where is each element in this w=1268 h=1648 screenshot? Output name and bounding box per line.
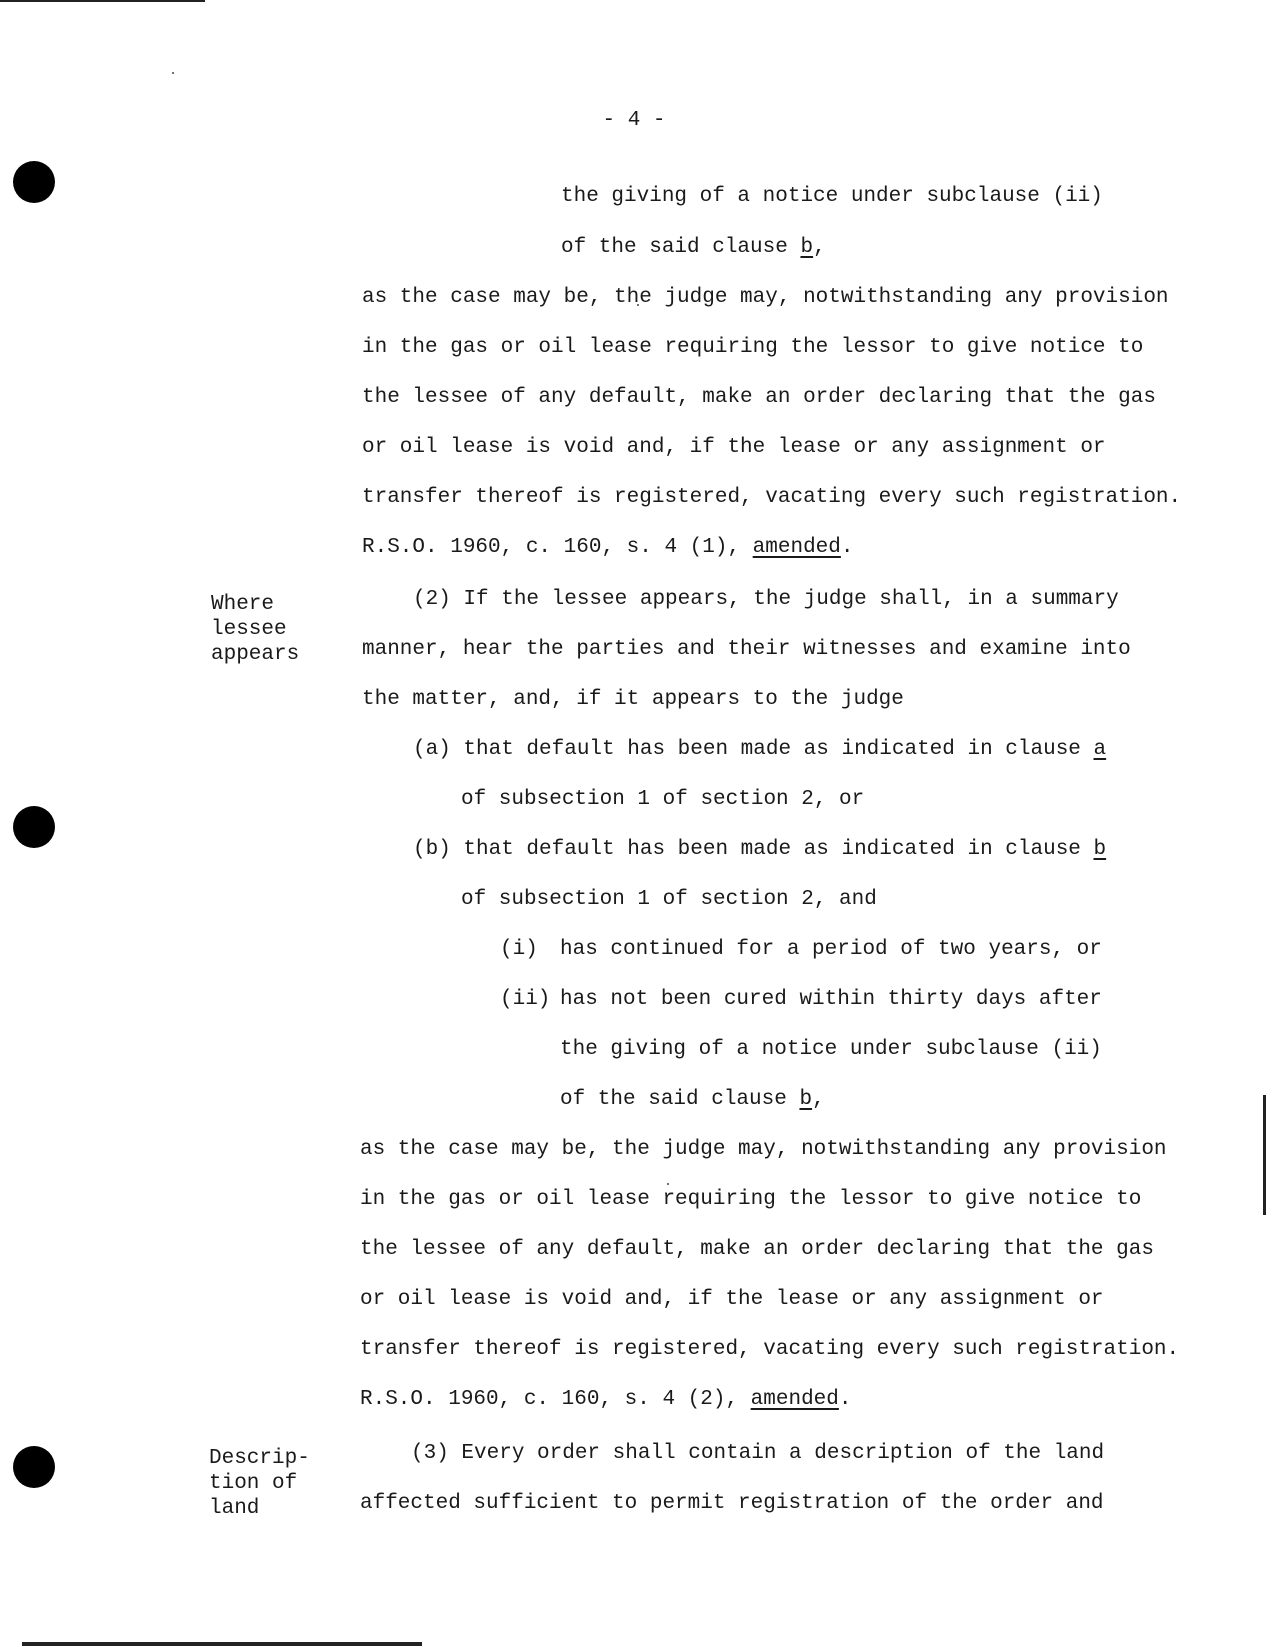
section-2-body-line: the lessee of any default, make an order declaring that the gas (360, 1238, 1154, 1261)
section-1-citation: R.S.O. 1960, c. 160, s. 4 (1), amended. (362, 536, 854, 559)
section-2-body-line: transfer thereof is registered, vacating every such registration. (360, 1338, 1180, 1361)
section-1-subclause-line-2: of the said clause b, (561, 236, 826, 259)
section-2-intro-line: the matter, and, if it appears to the judge (362, 688, 904, 711)
section-1-body-line: in the gas or oil lease requiring the lessor to give notice to (362, 336, 1144, 359)
section-2-subclause-ii-text: has not been cured within thirty days after (560, 988, 1102, 1011)
page-number: - 4 - (602, 109, 666, 132)
section-2-clause-b-line-2: of subsection 1 of section 2, and (461, 888, 877, 911)
punch-hole-middle (13, 806, 55, 848)
margin-note-description-of-land: Descrip- tion of land (209, 1447, 310, 1520)
section-2-subclause-ii-continuation: of the said clause b, (560, 1088, 825, 1111)
section-2-intro-line: manner, hear the parties and their witnesses and examine into (362, 638, 1131, 661)
top-edge-rule (0, 0, 205, 2)
section-1-body-line: as the case may be, the judge may, notwithstanding any provision (362, 286, 1169, 309)
scan-speck (172, 72, 174, 74)
section-2-body-line: in the gas or oil lease requiring the lessor to give notice to (360, 1188, 1142, 1211)
section-1-body-line: the lessee of any default, make an order declaring that the gas (362, 386, 1156, 409)
section-2-subclause-ii-continuation: the giving of a notice under subclause (ii) (560, 1038, 1102, 1061)
section-1-body-line: transfer thereof is registered, vacating every such registration. (362, 486, 1182, 509)
section-1-subclause-line-1: the giving of a notice under subclause (ii) (561, 185, 1103, 208)
right-edge-mark (1263, 1095, 1266, 1215)
scan-speck (667, 1183, 669, 1185)
section-2-body-line: or oil lease is void and, if the lease or any assignment or (360, 1288, 1104, 1311)
margin-note-where-lessee-appears: Where lessee appears (211, 593, 300, 666)
bottom-edge-rule (22, 1642, 422, 1646)
section-2-subclause-ii-number: (ii) (500, 988, 551, 1011)
section-1-body-line: or oil lease is void and, if the lease or any assignment or (362, 436, 1106, 459)
section-2-clause-a-line-1: (a) that default has been made as indicated in clause a (413, 738, 1107, 761)
section-2-subclause-i-number: (i) (500, 938, 538, 961)
section-2-clause-b-line-1: (b) that default has been made as indicated in clause b (413, 838, 1107, 861)
section-2-body-line: as the case may be, the judge may, notwithstanding any provision (360, 1138, 1167, 1161)
punch-hole-top (13, 161, 55, 203)
section-2-intro-line: (2) If the lessee appears, the judge shall, in a summary (413, 588, 1119, 611)
section-3-line: affected sufficient to permit registration of the order and (360, 1492, 1104, 1515)
section-2-citation: R.S.O. 1960, c. 160, s. 4 (2), amended. (360, 1388, 852, 1411)
section-2-clause-a-line-2: of subsection 1 of section 2, or (461, 788, 865, 811)
section-2-subclause-i-text: has continued for a period of two years, or (560, 938, 1102, 961)
section-3-line: (3) Every order shall contain a description of the land (411, 1442, 1105, 1465)
punch-hole-bottom (13, 1446, 55, 1488)
